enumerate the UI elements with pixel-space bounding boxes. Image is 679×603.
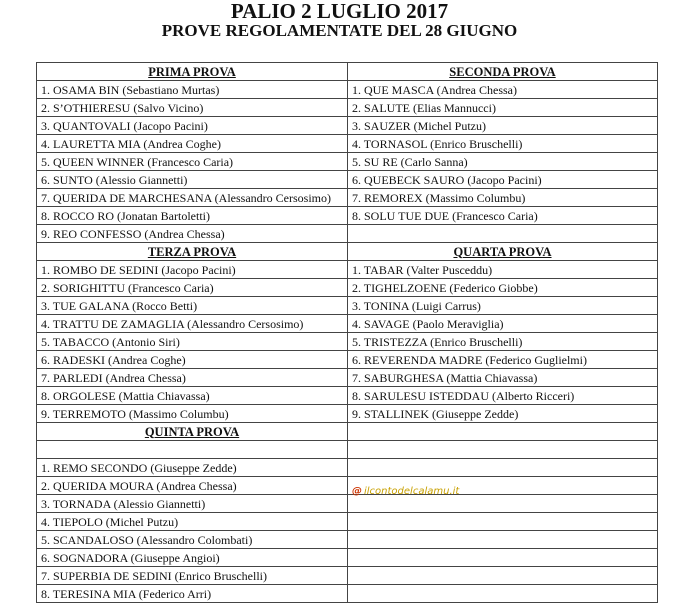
list-item: 5. TRISTEZZA (Enrico Bruschelli) bbox=[348, 333, 658, 351]
list-item: 3. TONINA (Luigi Carrus) bbox=[348, 297, 658, 315]
table-row bbox=[37, 459, 658, 477]
empty-cell bbox=[348, 423, 658, 441]
watermark bbox=[352, 486, 459, 497]
table-row bbox=[37, 207, 658, 225]
table-row bbox=[37, 549, 658, 567]
table-row bbox=[37, 423, 658, 441]
list-item: 6. REVERENDA MADRE (Federico Guglielmi) bbox=[348, 351, 658, 369]
quarta-prova-heading: QUARTA PROVA bbox=[348, 243, 658, 261]
list-item: 1. REMO SECONDO (Giuseppe Zedde) bbox=[37, 459, 348, 477]
list-item: 9. STALLINEK (Giuseppe Zedde) bbox=[348, 405, 658, 423]
list-item: 9. REO CONFESSO (Andrea Chessa) bbox=[37, 225, 348, 243]
list-item: 8. ROCCO RO (Jonatan Bartoletti) bbox=[37, 207, 348, 225]
table-row bbox=[37, 279, 658, 297]
list-item: 7. SUPERBIA DE SEDINI (Enrico Bruschelli) bbox=[37, 567, 348, 585]
table-row bbox=[37, 495, 658, 513]
list-item: 4. TRATTU DE ZAMAGLIA (Alessandro Cersosimo) bbox=[37, 315, 348, 333]
list-item: 8. TERESINA MIA (Federico Arri) bbox=[37, 585, 348, 603]
empty-cell bbox=[348, 531, 658, 549]
list-item: 2. SORIGHITTU (Francesco Caria) bbox=[37, 279, 348, 297]
empty-cell bbox=[348, 441, 658, 459]
list-item: 1. TABAR (Valter Pusceddu) bbox=[348, 261, 658, 279]
list-item: 8. SARULESU ISTEDDAU (Alberto Ricceri) bbox=[348, 387, 658, 405]
table-row bbox=[37, 81, 658, 99]
list-item: 7. PARLEDI (Andrea Chessa) bbox=[37, 369, 348, 387]
page-title: PALIO 2 LUGLIO 2017 bbox=[230, 0, 449, 23]
list-item: 1. ROMBO DE SEDINI (Jacopo Pacini) bbox=[37, 261, 348, 279]
table-row bbox=[37, 135, 658, 153]
empty-cell bbox=[348, 513, 658, 531]
list-item: 8. SOLU TUE DUE (Francesco Caria) bbox=[348, 207, 658, 225]
list-item: 7. QUERIDA DE MARCHESANA (Alessandro Cersosimo) bbox=[37, 189, 348, 207]
list-item: 7. REMOREX (Massimo Columbu) bbox=[348, 189, 658, 207]
terza-prova-heading: TERZA PROVA bbox=[37, 243, 348, 261]
table-row bbox=[37, 189, 658, 207]
table-row bbox=[37, 567, 658, 585]
list-item: 4. LAURETTA MIA (Andrea Coghe) bbox=[37, 135, 348, 153]
list-item: 6. SUNTO (Alessio Giannetti) bbox=[37, 171, 348, 189]
table-row bbox=[37, 513, 658, 531]
list-item: 4. TORNASOL (Enrico Bruschelli) bbox=[348, 135, 658, 153]
table-row bbox=[37, 99, 658, 117]
table-row bbox=[37, 441, 658, 459]
list-item: 4. SAVAGE (Paolo Meraviglia) bbox=[348, 315, 658, 333]
table-row bbox=[37, 171, 658, 189]
list-item: 6. SOGNADORA (Giuseppe Angioi) bbox=[37, 549, 348, 567]
list-item: 4. TIEPOLO (Michel Putzu) bbox=[37, 513, 348, 531]
list-item: 7. SABURGHESA (Mattia Chiavassa) bbox=[348, 369, 658, 387]
table-row bbox=[37, 297, 658, 315]
list-item: 6. QUEBECK SAURO (Jacopo Pacini) bbox=[348, 171, 658, 189]
empty-cell bbox=[348, 549, 658, 567]
list-item: 3. TORNADA (Alessio Giannetti) bbox=[37, 495, 348, 513]
table-row bbox=[37, 243, 658, 261]
table-row bbox=[37, 225, 658, 243]
table-row bbox=[37, 477, 658, 495]
list-item: 5. SU RE (Carlo Sanna) bbox=[348, 153, 658, 171]
table-row bbox=[37, 531, 658, 549]
empty-cell bbox=[348, 459, 658, 477]
empty-cell bbox=[37, 441, 348, 459]
table-row bbox=[37, 405, 658, 423]
empty-cell bbox=[348, 225, 658, 243]
table-row bbox=[37, 63, 658, 81]
list-item: 2. SALUTE (Elias Mannucci) bbox=[348, 99, 658, 117]
prima-prova-heading: PRIMA PROVA bbox=[37, 63, 348, 81]
list-item: 2. S’OTHIERESU (Salvo Vicino) bbox=[37, 99, 348, 117]
table-row bbox=[37, 153, 658, 171]
at-symbol: @ bbox=[352, 486, 362, 497]
list-item: 1. OSAMA BIN (Sebastiano Murtas) bbox=[37, 81, 348, 99]
list-item: 3. SAUZER (Michel Putzu) bbox=[348, 117, 658, 135]
list-item: 6. RADESKI (Andrea Coghe) bbox=[37, 351, 348, 369]
list-item: 9. TERREMOTO (Massimo Columbu) bbox=[37, 405, 348, 423]
list-item: 2. QUERIDA MOURA (Andrea Chessa) bbox=[37, 477, 348, 495]
table-row bbox=[37, 351, 658, 369]
prove-table bbox=[36, 62, 658, 603]
table-row bbox=[37, 261, 658, 279]
seconda-prova-heading: SECONDA PROVA bbox=[348, 63, 658, 81]
list-item: 5. TABACCO (Antonio Siri) bbox=[37, 333, 348, 351]
watermark-text: ilcontodelcalamu.it bbox=[364, 486, 460, 497]
table-row bbox=[37, 369, 658, 387]
table-row bbox=[37, 333, 658, 351]
list-item: 3. QUANTOVALI (Jacopo Pacini) bbox=[37, 117, 348, 135]
empty-cell bbox=[348, 567, 658, 585]
list-item: 1. QUE MASCA (Andrea Chessa) bbox=[348, 81, 658, 99]
list-item: 5. QUEEN WINNER (Francesco Caria) bbox=[37, 153, 348, 171]
list-item: 8. ORGOLESE (Mattia Chiavassa) bbox=[37, 387, 348, 405]
table-row bbox=[37, 387, 658, 405]
quinta-prova-heading: QUINTA PROVA bbox=[37, 423, 348, 441]
empty-cell bbox=[348, 495, 658, 513]
list-item: 2. TIGHELZOENE (Federico Giobbe) bbox=[348, 279, 658, 297]
table-row bbox=[37, 315, 658, 333]
list-item: 3. TUE GALANA (Rocco Betti) bbox=[37, 297, 348, 315]
table-row bbox=[37, 117, 658, 135]
list-item: 5. SCANDALOSO (Alessandro Colombati) bbox=[37, 531, 348, 549]
page-subtitle: PROVE REGOLAMENTATE DEL 28 GIUGNO bbox=[161, 21, 518, 40]
